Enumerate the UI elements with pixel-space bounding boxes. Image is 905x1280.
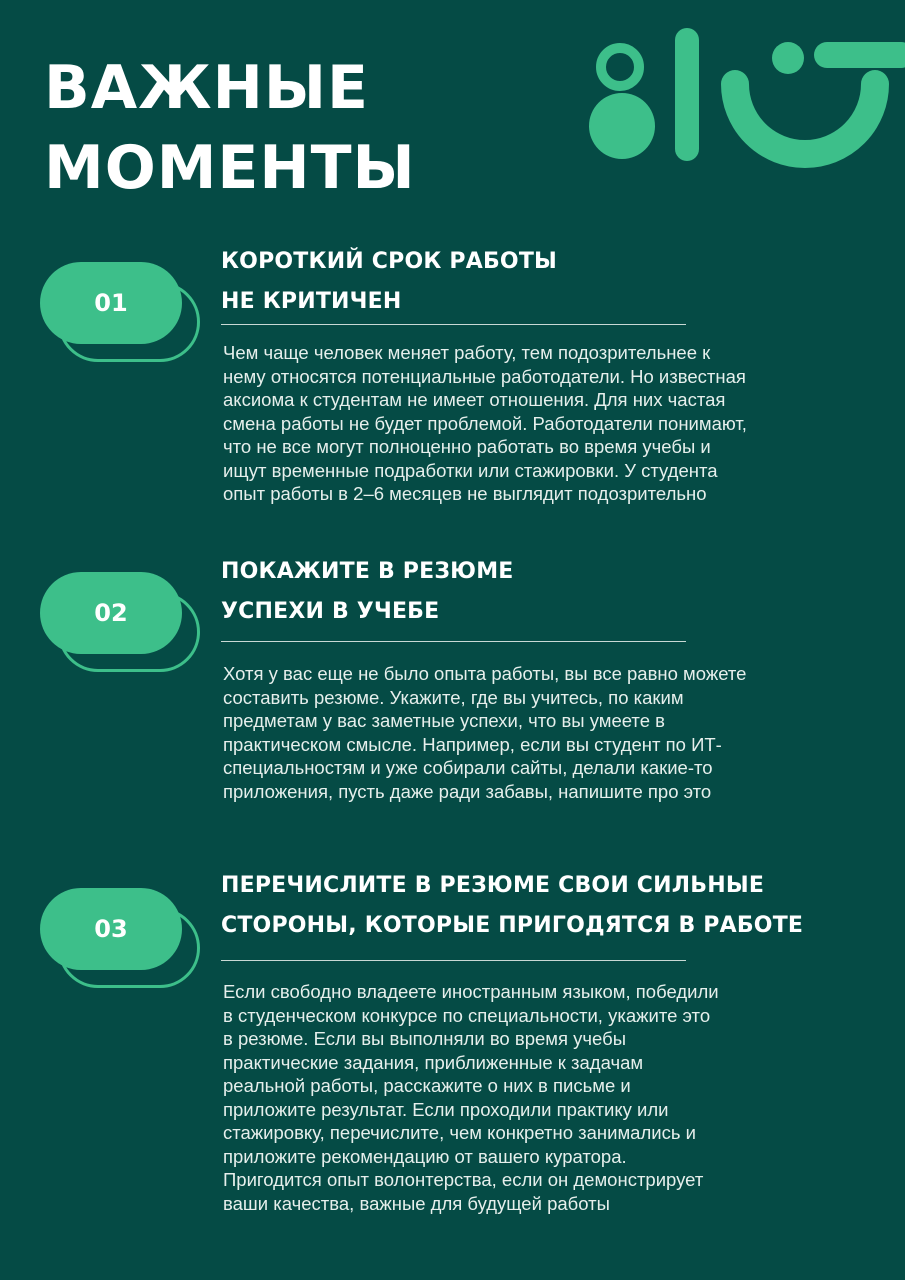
divider	[221, 641, 686, 642]
body-line: реальной работы, расскажите о них в письме и	[223, 1075, 631, 1096]
badge-number: 03	[40, 888, 182, 970]
body-line: опыт работы в 2–6 месяцев не выглядит подозрительно	[223, 483, 707, 504]
page-title	[44, 48, 494, 208]
page-title-line2: МОМЕНТЫ	[44, 133, 416, 203]
section-heading	[221, 866, 881, 946]
body-line: в студенческом конкурсе по специальности, укажите это	[223, 1004, 711, 1026]
badge-number: 01	[40, 262, 182, 344]
section-heading	[221, 552, 881, 632]
body-line: Если свободно владеете иностранным языком, победили	[223, 981, 719, 1002]
section-body	[223, 662, 863, 803]
body-line: приложите результат. Если проходили практику или	[223, 1098, 669, 1120]
body-line: аксиома к студентам не имеет отношения. Для них частая	[223, 389, 726, 410]
body-line: практические задания, приближенные к задачам	[223, 1051, 644, 1073]
divider	[221, 324, 686, 325]
heading-line1: КОРОТКИЙ СРОК РАБОТЫ	[221, 249, 558, 274]
body-line: стажировку, перечислите, чем конкретно занимались и	[223, 1122, 696, 1143]
body-line: приложите рекомендацию от вашего куратора.	[223, 1145, 627, 1167]
body-line: приложения, пусть даже ради забавы, напишите про это	[223, 780, 712, 802]
body-line: нему относятся потенциальные работодатели. Но известная	[223, 365, 746, 387]
divider	[221, 960, 686, 961]
body-line: Чем чаще человек меняет работу, тем подозрительнее к	[223, 342, 711, 363]
heading-line2: СТОРОНЫ, КОТОРЫЕ ПРИГОДЯТСЯ В РАБОТЕ	[221, 913, 804, 938]
body-line: что не все могут полноценно работать во время учебы и	[223, 436, 711, 457]
section-heading	[221, 242, 881, 322]
heading-line1: ПОКАЖИТЕ В РЕЗЮМЕ	[221, 559, 514, 584]
body-line: смена работы не будет проблемой. Работодатели понимают,	[223, 412, 747, 434]
body-line: ищут временные подработки или стажировки. У студента	[223, 459, 718, 481]
body-line: практическом смысле. Например, если вы студент по ИТ-	[223, 733, 722, 755]
body-line: Пригодится опыт волонтерства, если он демонстрирует	[223, 1169, 704, 1190]
number-badge	[40, 888, 210, 978]
smile-logo-icon	[582, 24, 905, 174]
badge-number: 02	[40, 572, 182, 654]
number-badge	[40, 572, 210, 662]
number-badge	[40, 262, 210, 352]
section-body	[223, 980, 863, 1215]
body-line: предметам у вас заметные успехи, что вы умеете в	[223, 710, 665, 731]
body-line: составить резюме. Укажите, где вы учитесь, по каким	[223, 686, 684, 708]
body-line: в резюме. Если вы выполняли во время учебы	[223, 1028, 627, 1049]
body-line: ваши качества, важные для будущей работы	[223, 1192, 610, 1214]
section-body	[223, 341, 863, 506]
body-line: Хотя у вас еще не было опыта работы, вы все равно можете	[223, 663, 747, 684]
heading-line1: ПЕРЕЧИСЛИТЕ В РЕЗЮМЕ СВОИ СИЛЬНЫЕ	[221, 873, 765, 898]
page-title-line1: ВАЖНЫЕ	[44, 53, 369, 123]
heading-line2: УСПЕХИ В УЧЕБЕ	[221, 599, 440, 624]
body-line: специальностям и уже собирали сайты, делали какие-то	[223, 757, 713, 778]
heading-line2: НЕ КРИТИЧЕН	[221, 289, 402, 314]
